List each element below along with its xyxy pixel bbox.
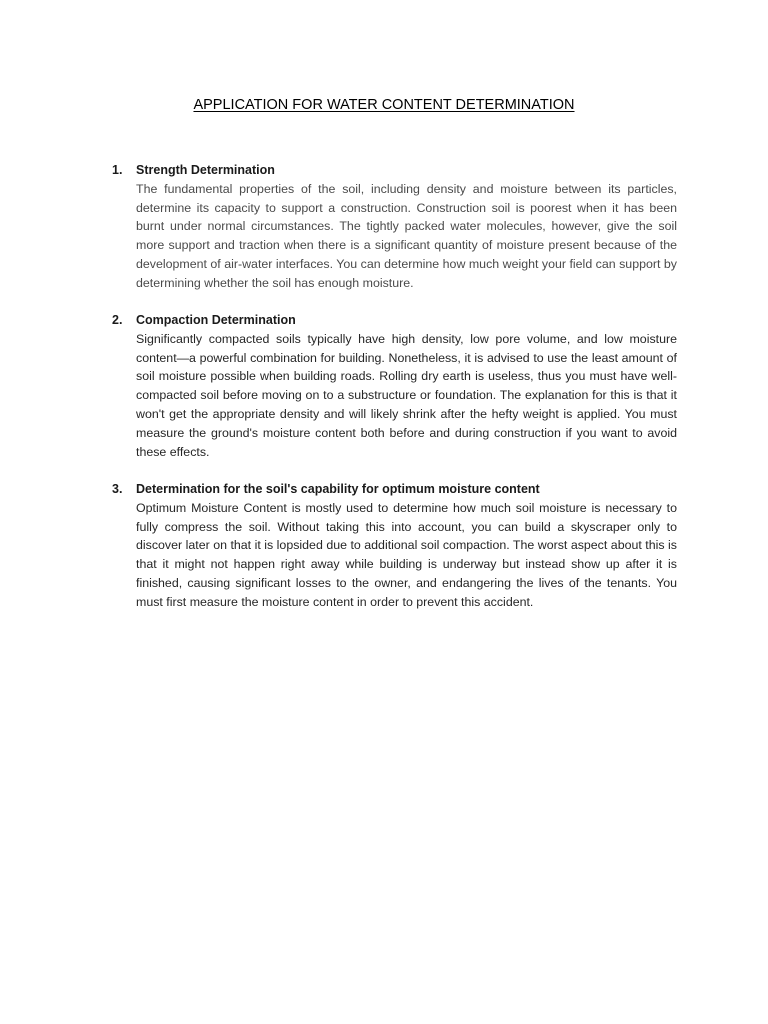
section-number: 3.: [112, 482, 123, 496]
section-number: 1.: [112, 163, 123, 177]
section-body-paragraph: Optimum Moisture Content is mostly used to determine how much soil moisture is necessary to fully compress the soil. Without taking this into account, you can build a skyscraper only to discover later on that it is lopsided due to additional soil compaction. The worst aspect about this is that it might not happen right away while building is underway but instead show up after it is finished, causing significant losses to the owner, and endangering the lives of the tenants. You must first measure the moisture content in order to prevent this accident.: [136, 500, 677, 609]
section-heading: [112, 161, 677, 180]
section-heading-text: Determination for the soil's capability for optimum moisture content: [136, 482, 540, 496]
section-heading-text: Compaction Determination: [136, 313, 296, 327]
section-compaction-determination: [112, 311, 677, 461]
section-body-paragraph: Significantly compacted soils typically have high density, low pore volume, and low moisture content—a powerful combination for building. Nonetheless, it is advised to use the least amount of soil moisture possible when building roads. Rolling dry earth is useless, thus you must have well-compacted soil before moving on to a substructure or foundation. The explanation for this is that it won't get the appropriate density and will likely shrink after the hefty weight is applied. You must measure the ground's moisture content both before and during construction if you want to avoid these effects.: [136, 331, 677, 459]
section-optimum-moisture-content: [112, 480, 677, 612]
section-body-paragraph: The fundamental properties of the soil, including density and moisture between its particles, determine its capacity to support a construction. Construction soil is poorest when it has been burnt under normal circumstances. The tightly packed water molecules, however, give the soil more support and traction when there is a significant quantity of moisture present because of the development of air-water interfaces. You can determine how much weight your field can support by determining whether the soil has enough moisture.: [136, 181, 677, 290]
section-heading: [112, 311, 677, 330]
document-title: APPLICATION FOR WATER CONTENT DETERMINATION: [193, 97, 575, 113]
section-strength-determination: [112, 161, 677, 293]
section-heading: [112, 480, 677, 499]
section-number: 2.: [112, 313, 123, 327]
section-heading-text: Strength Determination: [136, 163, 275, 177]
